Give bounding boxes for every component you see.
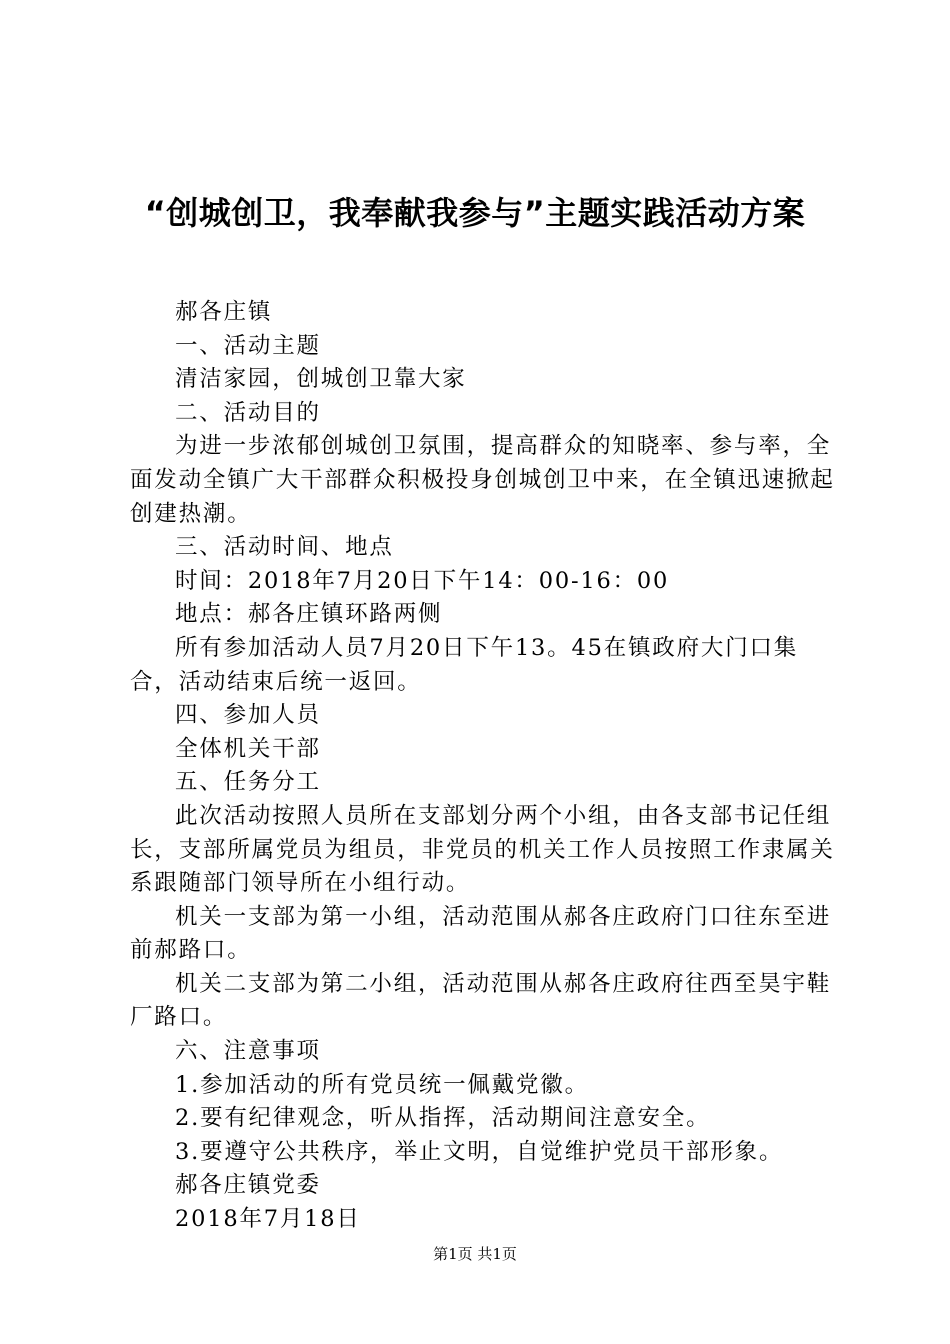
paragraph-purpose: 为进一步浓郁创城创卫氛围，提高群众的知晓率、参与率，全面发动全镇广大干部群众积极投身创城创卫中来，在全镇迅速掀起创建热潮。: [130, 433, 835, 527]
heading-theme: 一、活动主题: [175, 332, 321, 359]
heading-purpose: 二、活动目的: [175, 399, 321, 426]
heading-tasks: 五、任务分工: [175, 769, 321, 796]
heading-notes: 六、注意事项: [175, 1038, 321, 1065]
signature-organization: 郝各庄镇党委: [175, 1172, 321, 1199]
note-item-1: 1.参加活动的所有党员统一佩戴党徽。: [175, 1071, 589, 1098]
paragraph-participants: 全体机关干部: [175, 735, 321, 762]
paragraph-place: 地点：郝各庄镇环路两侧: [175, 601, 443, 628]
paragraph-assembly: 所有参加活动人员7月20日下午13。45在镇政府大门口集合，活动结束后统一返回。: [130, 634, 799, 695]
paragraph-group-one: 机关一支部为第一小组，活动范围从郝各庄政府门口往东至进前郝路口。: [130, 903, 832, 964]
paragraph-tasks: 此次活动按照人员所在支部划分两个小组，由各支部书记任组长，支部所属党员为组员，非党员的机关工作人员按照工作隶属关系跟随部门领导所在小组行动。: [130, 802, 835, 897]
heading-time-place: 三、活动时间、地点: [175, 534, 394, 561]
document-title: “创城创卫，我奉献我参与”主题实践活动方案: [144, 194, 806, 232]
paragraph-time: 时间：2018年7月20日下午14：00-16：00: [175, 567, 670, 594]
heading-participants: 四、参加人员: [175, 702, 321, 729]
note-item-3: 3.要遵守公共秩序，举止文明，自觉维护党员干部形象。: [175, 1138, 784, 1165]
paragraph-group-two: 机关二支部为第二小组，活动范围从郝各庄政府往西至昊宇鞋厂路口。: [130, 970, 832, 1031]
signature-date: 2018年7月18日: [175, 1206, 361, 1233]
note-item-2: 2.要有纪律观念，听从指挥，活动期间注意安全。: [175, 1105, 711, 1132]
paragraph-town: 郝各庄镇: [175, 299, 273, 325]
page-footer: 第1页 共1页: [433, 1245, 517, 1263]
paragraph-theme: 清洁家园，创城创卫靠大家: [175, 366, 467, 393]
document-body: [130, 296, 836, 1237]
